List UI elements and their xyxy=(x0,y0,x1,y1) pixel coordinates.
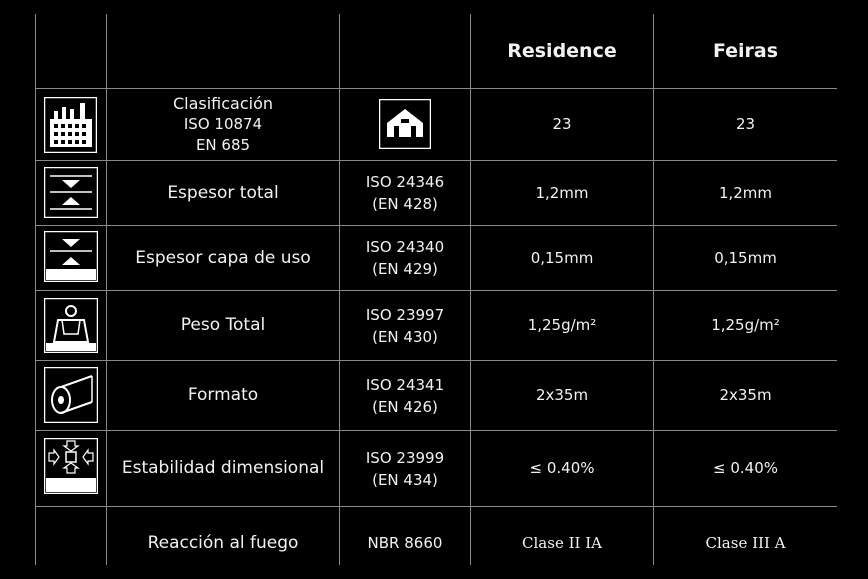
property-reaccion-fuego: Reacción al fuego xyxy=(147,532,299,553)
value-feiras: 1,2mm xyxy=(718,183,773,202)
standard-peso-total xyxy=(340,291,470,360)
value-residence: 23 xyxy=(552,115,572,133)
property-line: Clasificación xyxy=(172,94,274,113)
value-feiras: 2x35m xyxy=(719,386,772,404)
standard-line: ISO 23997 xyxy=(365,305,445,324)
wear-layer-thickness-icon xyxy=(44,231,98,282)
value-feiras: 0,15mm xyxy=(714,248,777,267)
value-residence: 0,15mm xyxy=(530,248,594,267)
standard-line: (EN 434) xyxy=(372,470,438,489)
house-icon xyxy=(379,99,431,149)
standard-line: ISO 24340 xyxy=(365,238,445,256)
weight-icon xyxy=(44,298,98,353)
dimensional-stability-icon xyxy=(44,438,98,494)
value-feiras: Clase III A xyxy=(705,533,786,552)
property-espesor-total: Espesor total xyxy=(167,182,279,203)
standard-espesor-capa-uso xyxy=(340,226,470,290)
standard-line: (EN 426) xyxy=(372,397,438,416)
property-line: ISO 10874 xyxy=(183,115,263,133)
value-feiras: ≤ 0.40% xyxy=(713,459,778,477)
property-peso-total: Peso Total xyxy=(180,315,266,335)
value-feiras: 23 xyxy=(735,115,756,133)
value-residence: 1,2mm xyxy=(535,183,589,202)
roll-format-icon xyxy=(44,367,98,423)
property-espesor-capa-uso: Espesor capa de uso xyxy=(135,247,311,268)
property-formato: Formato xyxy=(187,385,259,405)
property-estabilidad-dimensional: Estabilidad dimensional xyxy=(121,458,325,478)
standard-line: ISO 23999 xyxy=(365,448,445,467)
standard-line: (EN 429) xyxy=(372,260,438,278)
standard-reaccion-fuego: NBR 8660 xyxy=(367,534,443,552)
column-header-feiras: Feiras xyxy=(712,39,779,62)
standard-line: (EN 430) xyxy=(372,327,438,346)
property-clasificacion xyxy=(107,89,339,160)
value-residence: 1,25g/m² xyxy=(527,316,597,334)
value-residence: Clase II IA xyxy=(522,533,602,552)
total-thickness-icon xyxy=(44,167,98,218)
standard-line: (EN 428) xyxy=(372,195,438,213)
standard-line: ISO 24346 xyxy=(365,173,445,191)
standard-formato xyxy=(340,361,470,430)
property-line: EN 685 xyxy=(195,136,251,154)
standard-espesor-total xyxy=(340,161,470,225)
factory-icon xyxy=(44,97,97,153)
standard-estabilidad-dimensional xyxy=(340,431,470,506)
standard-line: ISO 24341 xyxy=(365,375,445,394)
value-feiras: 1,25g/m² xyxy=(711,316,780,334)
column-header-residence: Residence xyxy=(507,39,617,62)
value-residence: 2x35m xyxy=(535,386,589,404)
value-residence: ≤ 0.40% xyxy=(529,459,595,477)
